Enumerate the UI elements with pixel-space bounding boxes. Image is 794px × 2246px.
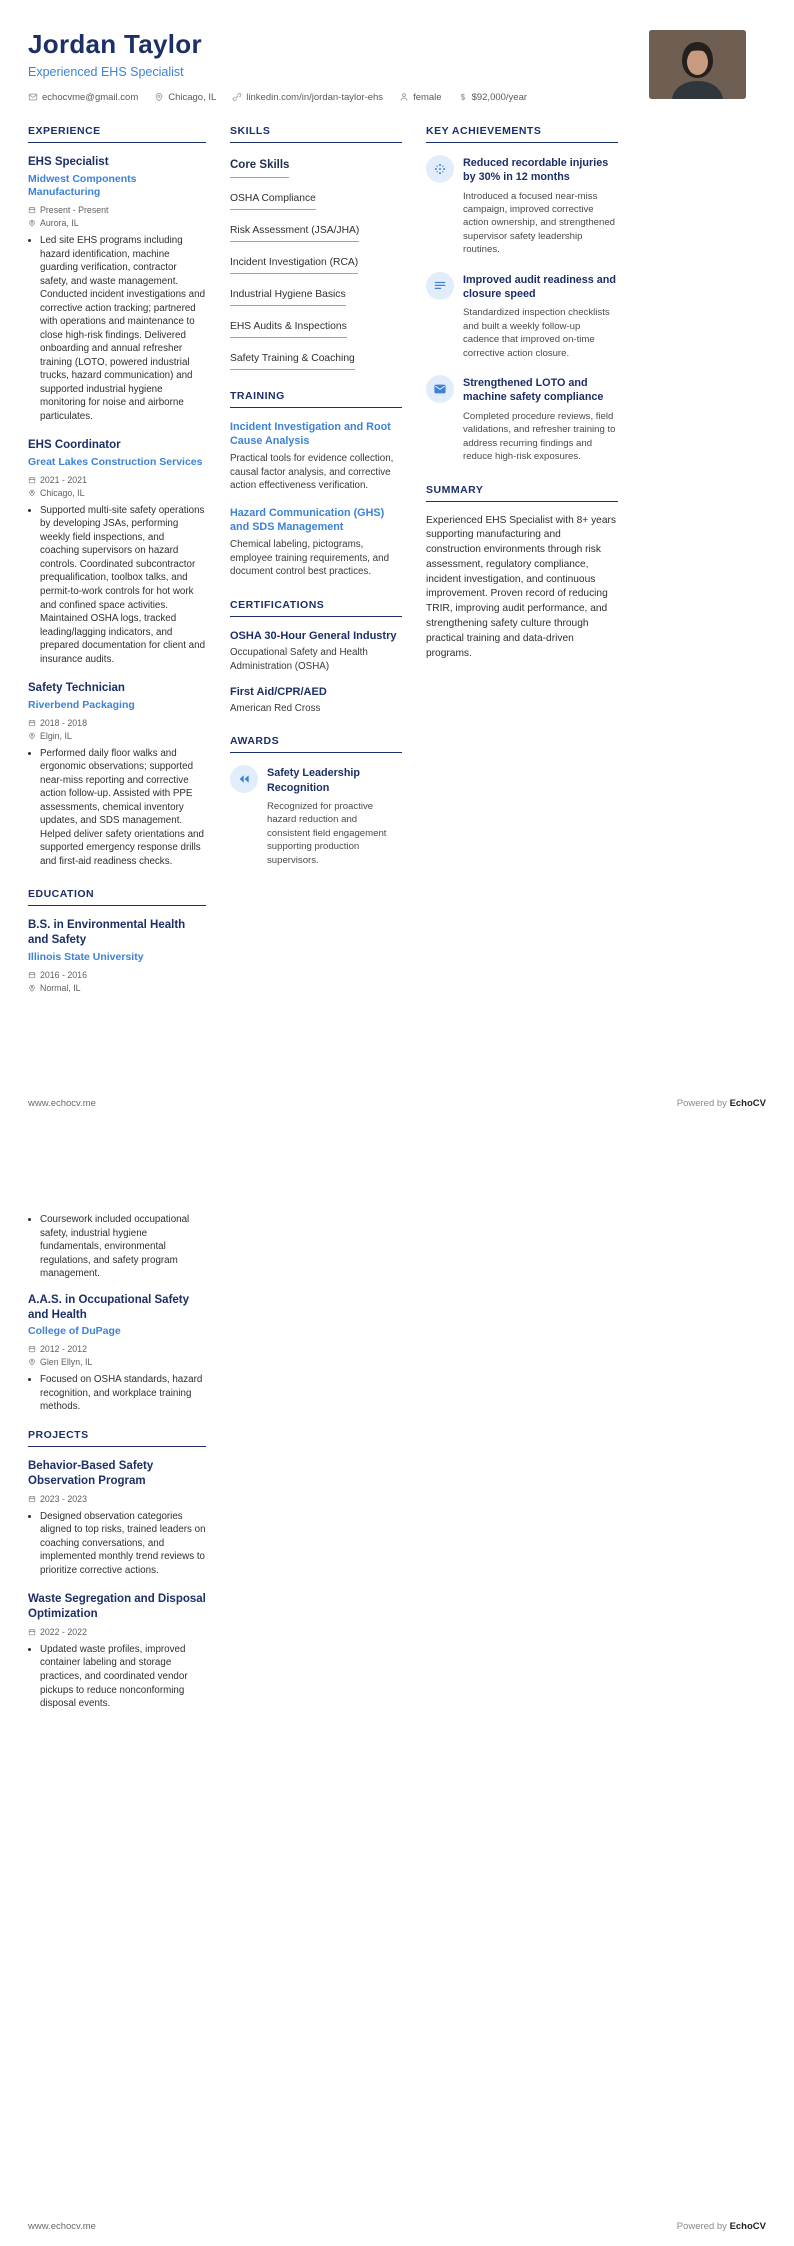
content-columns [28, 125, 766, 1013]
bullet-list [28, 1510, 206, 1578]
portrait-placeholder-image [649, 30, 746, 99]
email-icon [28, 92, 38, 102]
person-role: Experienced EHS Specialist [28, 64, 184, 79]
contact-gender [399, 92, 442, 103]
location-text: Normal, IL [40, 982, 81, 993]
contact-linkedin[interactable] [232, 92, 383, 103]
skill-label: OSHA Compliance [230, 193, 316, 210]
bullet-item: • Updated waste profiles, improved container labeling and storage practices, and coordinated vendor pickups to reduce nonconforming disposal events. [40, 1643, 206, 1711]
footer-powered-by [677, 1098, 766, 1109]
dates [28, 475, 206, 485]
column-middle [230, 125, 402, 1013]
bullet-item: • Supported multi-site safety operations by developing JSAs, performing weekly field inspections, and coaching supervisors on hazard controls. Coordinated subcontractor prequalification, toolbox talks, and permit-to-work controls for hot work and confined space activities. Maintained OSHA logs, tracked leading/lagging indicators, and prepared documentation for client and insurance audits. [40, 504, 206, 666]
job-title: EHS Coordinator [28, 439, 121, 452]
training-description: Chemical labeling, pictograms, employee training requirements, and document control best practices. [230, 539, 390, 578]
certification-title: OSHA 30-Hour General Industry [230, 629, 397, 642]
section-certifications [230, 599, 402, 715]
footer-brand-link[interactable]: EchoCV [729, 2221, 766, 2232]
contact-gender-text: female [413, 91, 442, 103]
award-description: Recognized for proactive hazard reduction and consistent field engagement supporting production supervisors. [267, 800, 387, 866]
achievement-entry [426, 272, 618, 360]
location-text: Elgin, IL [40, 730, 72, 741]
skills-heading: SKILLS [230, 125, 402, 143]
footer-powered-prefix: Powered by [676, 2221, 727, 2232]
experience-entry [28, 438, 206, 666]
column-left [28, 125, 206, 1013]
contact-email-text: echocvme@gmail.com [42, 91, 139, 103]
calendar-icon [28, 1495, 36, 1503]
location-icon [154, 92, 164, 102]
calendar-icon [28, 971, 36, 979]
skill-item [230, 252, 402, 274]
skill-item [230, 188, 402, 210]
certifications-heading: CERTIFICATIONS [230, 599, 402, 617]
dates [28, 1627, 206, 1637]
company-name: Great Lakes Construction Services [28, 456, 203, 469]
achievement-title: Improved audit readiness and closure speed [463, 273, 616, 301]
section-summary [426, 484, 618, 662]
achievement-entry [426, 375, 618, 463]
page-2 [0, 1123, 794, 2246]
calendar-icon [28, 206, 36, 214]
dates [28, 1494, 206, 1504]
entry-meta [28, 205, 206, 228]
skill-item [230, 348, 402, 370]
entry-meta [28, 1344, 206, 1367]
summary-heading: SUMMARY [426, 484, 618, 502]
salary-icon [458, 92, 468, 102]
dates-text: 2016 - 2016 [40, 969, 87, 980]
education-heading: EDUCATION [28, 888, 206, 906]
training-entry [230, 506, 402, 579]
entry-meta [28, 970, 206, 993]
training-entry [230, 420, 402, 493]
bullet-list [28, 747, 206, 869]
location-pin-icon [28, 219, 36, 227]
entry-meta [28, 1494, 206, 1504]
bullet-item: • Performed daily floor walks and ergonomic observations; supported near-miss reporting and corrective action follow-up. Assisted with PPE assessments, chemical inventory updates, and SDS management. Helped deliver safety orientations and supported emergency response drills and first-aid readiness checks. [40, 747, 206, 869]
person-icon [399, 92, 409, 102]
certification-title: First Aid/CPR/AED [230, 685, 327, 698]
dates-text: 2022 - 2022 [40, 1626, 87, 1637]
award-entry [230, 765, 402, 867]
contact-location-text: Chicago, IL [168, 91, 217, 103]
resume-header [28, 30, 766, 103]
bullet-item: • Coursework included occupational safety, industrial hygiene fundamentals, environmental regulations, and safety program management. [40, 1213, 206, 1281]
dots-icon [426, 155, 454, 183]
bullet-list [28, 504, 206, 666]
skill-item [230, 284, 402, 306]
entry-meta [28, 475, 206, 498]
location-pin-icon [28, 984, 36, 992]
footer-website-link[interactable]: www.echocv.me [28, 1098, 96, 1109]
project-title: Behavior-Based Safety Observation Program [28, 1459, 154, 1487]
contact-salary-text: $92,000/year [471, 91, 528, 103]
entry-meta [28, 718, 206, 741]
training-course-link[interactable]: Incident Investigation and Root Cause Analysis [230, 420, 391, 448]
bullet-list [28, 1373, 206, 1414]
bullet-item: • Led site EHS programs including hazard identification, machine guarding verification, contractor safety, and waste management. Conducted incident investigations and corrective action tracking; partnered with operations and maintenance to close high-risk findings. Delivered onboarding and annual refresher training (LOTO, powered industrial trucks, hazard communication) and supported industrial hygiene monitoring for noise and airborne particulates. [40, 234, 206, 423]
location [28, 731, 206, 741]
skill-label: EHS Audits & Inspections [230, 321, 347, 338]
contact-linkedin-text: linkedin.com/in/jordan-taylor-ehs [246, 91, 384, 103]
bullet-list [28, 234, 206, 423]
location-pin-icon [28, 732, 36, 740]
location [28, 983, 206, 993]
location-text: Glen Ellyn, IL [40, 1357, 93, 1368]
achievement-title: Reduced recordable injuries by 30% in 12 months [463, 156, 609, 184]
project-entry [28, 1459, 206, 1577]
calendar-icon [28, 476, 36, 484]
education-bullet-continuation [28, 1213, 206, 1281]
page-footer [28, 1098, 766, 1109]
certification-entry [230, 685, 402, 716]
calendar-icon [28, 1345, 36, 1353]
skill-label: Industrial Hygiene Basics [230, 289, 346, 306]
training-course-link[interactable]: Hazard Communication (GHS) and SDS Management [230, 506, 385, 534]
experience-entry [28, 681, 206, 868]
experience-entry [28, 155, 206, 423]
skill-item [230, 220, 402, 242]
location [28, 488, 206, 498]
dates [28, 205, 206, 215]
achievement-description: Completed procedure reviews, field validations, and refresher training to address recurring findings and reduce high-risk exposures. [463, 410, 616, 463]
section-awards [230, 735, 402, 867]
project-title: Waste Segregation and Disposal Optimization [28, 1593, 206, 1621]
dates-text: Present - Present [40, 205, 109, 216]
dates-text: 2023 - 2023 [40, 1493, 87, 1504]
bullet-item: • Designed observation categories aligned to top risks, trained leaders on coaching conversations, and implemented monthly trend reviews to prioritize corrective actions. [40, 1510, 206, 1578]
certification-issuer: American Red Cross [230, 703, 321, 715]
location-text: Chicago, IL [40, 487, 85, 498]
column-right [426, 125, 618, 1013]
skill-item [230, 316, 402, 338]
contact-location [154, 92, 216, 103]
entry-meta [28, 1627, 206, 1637]
medal-icon [230, 765, 258, 793]
skill-label: Incident Investigation (RCA) [230, 257, 358, 274]
section-skills [230, 125, 402, 370]
school-name: College of DuPage [28, 1325, 121, 1338]
section-education [28, 888, 206, 993]
education-entry [28, 918, 206, 993]
achievement-description: Introduced a focused near-miss campaign, improved corrective action ownership, and strengthened supervisor safety leadership routines. [463, 190, 616, 256]
education-entry [28, 1293, 206, 1414]
column-left-continued [0, 1123, 206, 1711]
dates-text: 2018 - 2018 [40, 717, 87, 728]
skill-label: Risk Assessment (JSA/JHA) [230, 225, 359, 242]
section-projects [28, 1429, 206, 1711]
location-pin-icon [28, 1358, 36, 1366]
job-title: EHS Specialist [28, 155, 109, 168]
location [28, 218, 206, 228]
dates [28, 1344, 206, 1354]
achievements-heading: KEY ACHIEVEMENTS [426, 125, 618, 143]
envelope-icon [426, 375, 454, 403]
training-description: Practical tools for evidence collection, causal factor analysis, and corrective action effectiveness verification. [230, 453, 394, 492]
skill-group-title: Core Skills [230, 159, 289, 178]
footer-brand-link[interactable]: EchoCV [729, 1098, 766, 1109]
dates [28, 970, 206, 980]
achievement-description: Standardized inspection checklists and built a weekly follow-up cadence that improved on-time corrective action closure. [463, 307, 610, 359]
section-experience [28, 125, 206, 868]
list-icon [426, 272, 454, 300]
company-name: Riverbend Packaging [28, 699, 135, 712]
dates-text: 2012 - 2012 [40, 1344, 87, 1355]
job-title: Safety Technician [28, 682, 125, 695]
bullet-item: • Focused on OSHA standards, hazard recognition, and workplace training methods. [40, 1373, 206, 1414]
footer-powered-prefix: Powered by [676, 1098, 727, 1109]
company-name: Midwest Components Manufacturing [28, 172, 137, 199]
location-pin-icon [28, 489, 36, 497]
profile-photo [649, 30, 746, 99]
summary-text: Experienced EHS Specialist with 8+ years supporting manufacturing and construction environments through risk assessment, regulatory compliance, incident investigation, and continuous improvement. Proven record of reducing TRIR, improving audit performance, and strengthening safety culture through practical training and data-driven programs. [426, 514, 616, 659]
location [28, 1357, 206, 1367]
certification-issuer: Occupational Safety and Health Administration (OSHA) [230, 647, 368, 672]
degree-title: B.S. in Environmental Health and Safety [28, 919, 186, 947]
training-heading: TRAINING [230, 390, 402, 408]
experience-heading: EXPERIENCE [28, 125, 206, 143]
projects-heading: PROJECTS [28, 1429, 206, 1447]
degree-title: A.A.S. in Occupational Safety and Health [28, 1293, 190, 1321]
footer-powered-by [677, 2221, 766, 2232]
school-name: Illinois State University [28, 951, 144, 964]
dates-text: 2021 - 2021 [40, 474, 87, 485]
project-entry [28, 1592, 206, 1710]
bullet-list [28, 1643, 206, 1711]
footer-website-link[interactable]: www.echocv.me [28, 2221, 96, 2232]
achievement-entry [426, 155, 618, 257]
dates [28, 718, 206, 728]
achievement-title: Strengthened LOTO and machine safety compliance [463, 377, 604, 404]
contact-salary [458, 92, 527, 103]
award-title: Safety Leadership Recognition [267, 767, 361, 794]
skill-label: Safety Training & Coaching [230, 353, 355, 370]
section-key-achievements [426, 125, 618, 464]
location-text: Aurora, IL [40, 218, 79, 229]
certification-entry [230, 629, 402, 673]
link-icon [232, 92, 242, 102]
awards-heading: AWARDS [230, 735, 402, 753]
calendar-icon [28, 1628, 36, 1636]
section-training [230, 390, 402, 579]
page-footer [28, 2221, 766, 2232]
contact-email[interactable] [28, 92, 138, 103]
calendar-icon [28, 719, 36, 727]
person-name: Jordan Taylor [28, 29, 202, 59]
